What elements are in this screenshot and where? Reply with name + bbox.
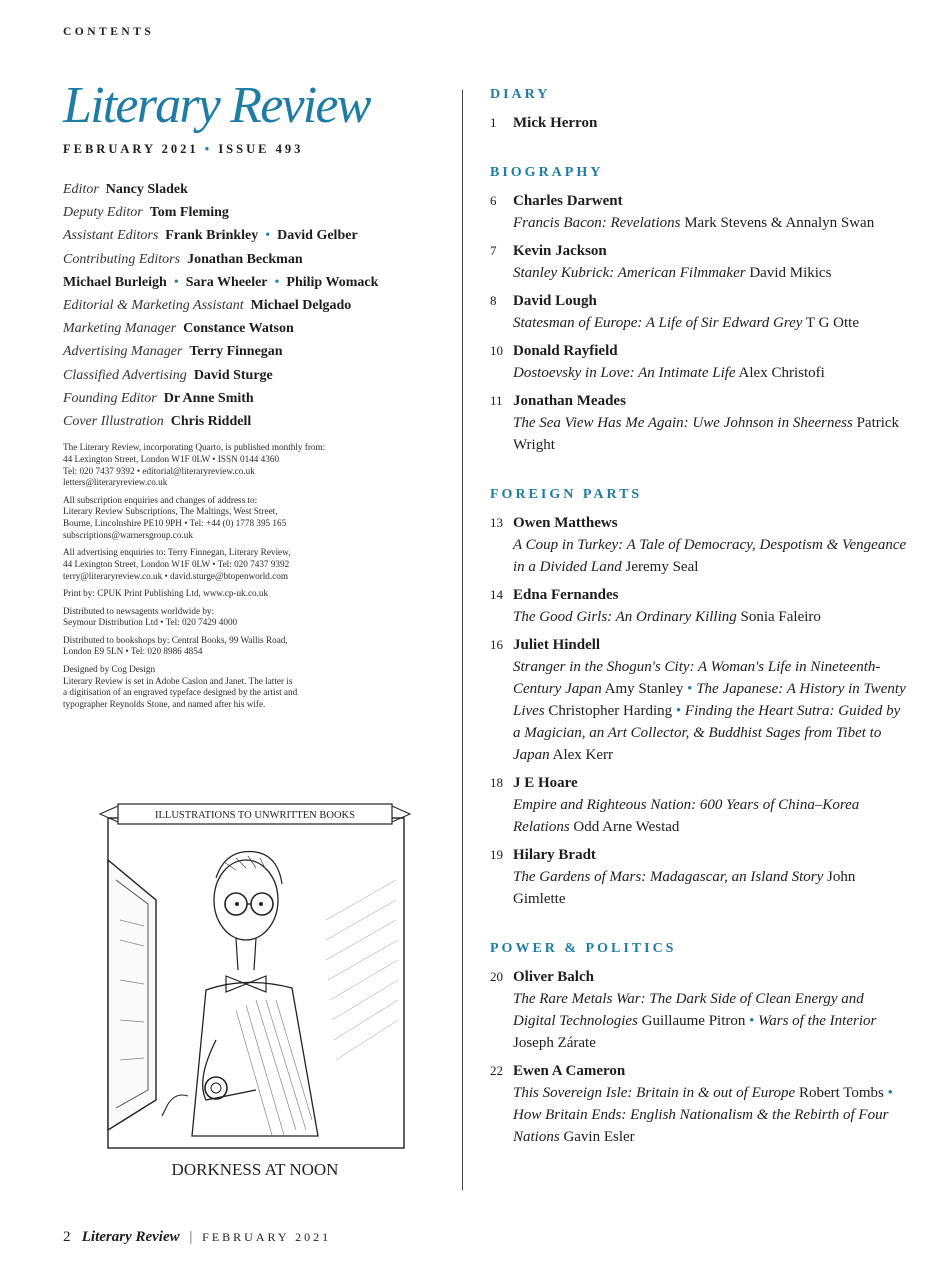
entry-author: Kevin Jackson xyxy=(513,243,607,259)
book-author: Amy Stanley xyxy=(604,681,684,697)
contents-section xyxy=(490,162,910,456)
entry-page-number: 14 xyxy=(490,587,503,602)
book-title: The Sea View Has Me Again: Uwe Johnson in Sheerness xyxy=(513,415,853,431)
book-title: Wars of the Interior xyxy=(758,1013,877,1029)
smallprint-block xyxy=(63,635,393,659)
entry-page-number: 10 xyxy=(490,343,503,358)
smallprint-block xyxy=(63,664,393,711)
entry-page-number: 1 xyxy=(490,115,497,130)
contents-entry xyxy=(490,772,910,838)
contents-entry xyxy=(490,844,910,910)
book-title: How Britain Ends: English Nationalism & the Rebirth of Four Nations xyxy=(513,1107,889,1145)
section-title: FOREIGN PARTS xyxy=(490,487,643,502)
magazine-masthead: Literary Review xyxy=(63,77,370,134)
contents-section xyxy=(490,84,910,134)
entry-page-number: 19 xyxy=(490,847,503,862)
staff-name: Sara Wheeler xyxy=(185,274,268,290)
entry-author: Oliver Balch xyxy=(513,969,594,985)
staff-role: Cover Illustration xyxy=(63,413,164,429)
staff-line xyxy=(63,178,443,201)
entry-author: Charles Darwent xyxy=(513,193,623,209)
entry-books xyxy=(513,866,910,910)
book-title: Francis Bacon: Revelations xyxy=(513,215,681,231)
bullet: • xyxy=(258,228,278,244)
smallprint-line: 44 Lexington Street, London W1F 0LW • Tel: 020 7437 9392 xyxy=(63,559,290,570)
section-title: POWER & POLITICS xyxy=(490,941,677,956)
bullet: • xyxy=(745,1013,759,1029)
entry-author: Donald Rayfield xyxy=(513,343,618,359)
entry-books xyxy=(513,534,910,578)
bullet: • xyxy=(267,274,287,290)
staff-line xyxy=(63,387,443,410)
bullet: • xyxy=(204,142,219,156)
staff-role: Founding Editor xyxy=(63,390,157,406)
smallprint-block xyxy=(63,495,393,542)
staff-line xyxy=(63,248,443,271)
smallprint-line: All subscription enquiries and changes of address to: xyxy=(63,494,258,505)
staff-line xyxy=(63,317,443,340)
staff-name: David Gelber xyxy=(277,228,358,244)
entry-books xyxy=(513,1082,910,1148)
issue-number: ISSUE 493 xyxy=(218,142,304,156)
entry-page-number: 20 xyxy=(490,969,503,984)
book-author: David Mikics xyxy=(749,265,832,281)
book-title: Statesman of Europe: A Life of Sir Edward Grey xyxy=(513,315,803,331)
smallprint-line: terry@literaryreview.co.uk • david.sturge@btopenworld.com xyxy=(63,570,289,581)
contents-entry xyxy=(490,190,910,234)
book-author: Christopher Harding xyxy=(548,703,673,719)
entry-page-number: 16 xyxy=(490,637,503,652)
book-title: This Sovereign Isle: Britain in & out of Europe xyxy=(513,1085,796,1101)
contents-entry xyxy=(490,240,910,284)
entry-books xyxy=(513,312,910,334)
book-title: Dostoevsky in Love: An Intimate Life xyxy=(513,365,736,381)
smallprint-line: Seymour Distribution Ltd • Tel: 020 7429 4000 xyxy=(63,617,238,628)
staff-role: Assistant Editors xyxy=(63,228,159,244)
entry-author: Edna Fernandes xyxy=(513,587,619,603)
smallprint-block xyxy=(63,606,393,630)
staff-role: Advertising Manager xyxy=(63,344,183,360)
smallprint-line: Tel: 020 7437 9392 • editorial@literaryreview.co.uk xyxy=(63,465,255,476)
staff-name: Frank Brinkley xyxy=(165,228,259,244)
staff-name: Jonathan Beckman xyxy=(187,251,303,267)
book-title: The Gardens of Mars: Madagascar, an Island Story xyxy=(513,869,824,885)
book-title: A Coup in Turkey: A Tale of Democracy, Despotism & Vengeance in a Divided Land xyxy=(513,537,907,575)
footer-magazine: Literary Review xyxy=(81,1229,180,1245)
smallprint-line: Literary Review is set in Adobe Caslon and Janet. The latter is xyxy=(63,675,293,686)
entry-page-number: 6 xyxy=(490,193,497,208)
book-title: Finding the Heart Sutra: Guided by a Magician, an Art Collector, & Buddhist Sages from Tibet to Japan xyxy=(513,703,901,763)
bullet: • xyxy=(883,1085,893,1101)
smallprint-block xyxy=(63,588,393,600)
smallprint-line: Literary Review Subscriptions, The Maltings, West Street, xyxy=(63,506,278,517)
staff-name: David Sturge xyxy=(193,367,273,383)
book-author: Alex Kerr xyxy=(552,747,613,763)
section-label: CONTENTS xyxy=(63,26,155,38)
footer-separator: | xyxy=(189,1229,193,1245)
staff-line xyxy=(63,201,443,224)
staff-name: Terry Finnegan xyxy=(189,344,283,360)
smallprint-line: typographer Reynolds Stone, and named after his wife. xyxy=(63,699,266,710)
entry-author: Ewen A Cameron xyxy=(513,1063,626,1079)
bullet: • xyxy=(166,274,186,290)
contents-entry xyxy=(490,634,910,766)
staff-name: Tom Fleming xyxy=(149,205,229,221)
bullet: • xyxy=(683,681,697,697)
contents-entry xyxy=(490,966,910,1054)
smallprint-line: a digitisation of an engraved typeface designed by the artist and xyxy=(63,687,298,698)
smallprint-line: London E9 5LN • Tel: 020 8986 4854 xyxy=(63,646,203,657)
book-author: Jeremy Seal xyxy=(625,559,699,575)
entry-page-number: 22 xyxy=(490,1063,503,1078)
book-author: John Gimlette xyxy=(513,869,856,907)
entry-page-number: 8 xyxy=(490,293,497,308)
smallprint-line: Designed by Cog Design xyxy=(63,663,156,674)
entry-page-number: 18 xyxy=(490,775,503,790)
cover-illustration xyxy=(96,800,414,1190)
staff-role: Contributing Editors xyxy=(63,251,181,267)
contents-section xyxy=(490,484,910,910)
book-author: Patrick Wright xyxy=(513,415,900,453)
entry-author: Owen Matthews xyxy=(513,515,618,531)
entry-author: Hilary Bradt xyxy=(513,847,596,863)
book-author: Robert Tombs xyxy=(798,1085,884,1101)
staff-name: Nancy Sladek xyxy=(105,182,188,197)
entry-books xyxy=(513,362,910,384)
entry-books xyxy=(513,212,910,234)
entry-books xyxy=(513,262,910,284)
book-title: Stranger in the Shogun's City: A Woman's Life in Nineteenth-Century Japan xyxy=(513,659,881,697)
section-title: BIOGRAPHY xyxy=(490,165,604,180)
illustration-banner: ILLUSTRATIONS TO UNWRITTEN BOOKS xyxy=(155,810,355,821)
entry-page-number: 11 xyxy=(490,393,503,408)
book-author: Gavin Esler xyxy=(563,1129,635,1145)
entry-author: Jonathan Meades xyxy=(513,393,626,409)
publication-smallprint xyxy=(63,442,393,716)
entry-author: David Lough xyxy=(513,293,597,309)
staff-name: Michael Burleigh xyxy=(63,274,167,290)
entry-books xyxy=(513,656,910,766)
book-title: The Japanese: A History in Twenty Lives xyxy=(513,681,906,719)
issue-line xyxy=(63,142,303,157)
entry-books xyxy=(513,412,910,456)
staff-role: Classified Advertising xyxy=(63,367,187,383)
footer-date: FEBRUARY 2021 xyxy=(202,1230,332,1244)
entry-page-number: 13 xyxy=(490,515,503,530)
book-title: Stanley Kubrick: American Filmmaker xyxy=(513,265,746,281)
book-author: Mark Stevens & Annalyn Swan xyxy=(684,215,875,231)
contents-entry xyxy=(490,290,910,334)
smallprint-block xyxy=(63,442,393,489)
staff-role: Editor xyxy=(63,182,99,197)
bullet: • xyxy=(672,703,685,719)
book-author: Odd Arne Westad xyxy=(573,819,680,835)
contents-entry xyxy=(490,340,910,384)
book-author: Joseph Zárate xyxy=(513,1035,596,1051)
staff-role: Editorial & Marketing Assistant xyxy=(63,297,244,313)
entry-books xyxy=(513,606,910,628)
page-number: 2 xyxy=(63,1229,71,1245)
entry-books xyxy=(513,794,910,838)
staff-name: Dr Anne Smith xyxy=(163,390,254,406)
smallprint-line: subscriptions@warnersgroup.co.uk xyxy=(63,530,193,541)
staff-line xyxy=(63,340,443,363)
section-title: DIARY xyxy=(490,87,551,102)
entry-page-number: 7 xyxy=(490,243,497,258)
issue-month: FEBRUARY 2021 xyxy=(63,142,199,156)
book-author: Sonia Faleiro xyxy=(740,609,821,625)
entry-author: J E Hoare xyxy=(513,775,578,791)
smallprint-line: Distributed to bookshops by: Central Books, 99 Wallis Road, xyxy=(63,634,288,645)
staff-name: Michael Delgado xyxy=(250,297,352,313)
staff-line xyxy=(63,410,443,433)
entry-author: Mick Herron xyxy=(513,115,598,131)
book-author: Alex Christofi xyxy=(738,365,825,381)
staff-name: Chris Riddell xyxy=(170,413,252,429)
book-author: T G Otte xyxy=(805,315,859,331)
book-title: Empire and Righteous Nation: 600 Years of China–Korea Relations xyxy=(513,797,860,835)
staff-line xyxy=(63,364,443,387)
book-title: The Good Girls: An Ordinary Killing xyxy=(513,609,737,625)
staff-line xyxy=(63,294,443,317)
entry-books xyxy=(513,988,910,1054)
staff-line xyxy=(63,224,443,247)
smallprint-line: The Literary Review, incorporating Quarto, is published monthly from: xyxy=(63,442,326,452)
smallprint-line: letters@literaryreview.co.uk xyxy=(63,477,168,488)
staff-name: Philip Womack xyxy=(286,274,379,290)
smallprint-line: Distributed to newsagents worldwide by: xyxy=(63,605,215,616)
staff-name: Constance Watson xyxy=(183,321,294,337)
contents-entry xyxy=(490,584,910,628)
staff-list xyxy=(63,178,443,433)
column-divider xyxy=(462,90,463,1190)
contents-entry xyxy=(490,512,910,578)
illustration-drawing xyxy=(96,800,414,1190)
book-author: Guillaume Pitron xyxy=(641,1013,746,1029)
staff-line xyxy=(63,271,443,294)
smallprint-block xyxy=(63,547,393,582)
smallprint-line: All advertising enquiries to: Terry Finnegan, Literary Review, xyxy=(63,547,291,558)
contents-entry xyxy=(490,1060,910,1148)
contents-section xyxy=(490,938,910,1148)
entry-author: Juliet Hindell xyxy=(513,637,601,653)
illustration-caption: DORKNESS AT NOON xyxy=(171,1160,339,1179)
page-footer xyxy=(63,1229,331,1246)
contents-list xyxy=(490,84,910,1176)
book-title: The Rare Metals War: The Dark Side of Clean Energy and Digital Technologies xyxy=(513,991,864,1029)
staff-role: Deputy Editor xyxy=(63,205,143,221)
staff-role: Marketing Manager xyxy=(63,321,177,337)
smallprint-line: Bourne, Lincolnshire PE10 9PH • Tel: +44 (0) 1778 395 165 xyxy=(63,518,287,529)
smallprint-line: 44 Lexington Street, London W1F 0LW • ISSN 0144 4360 xyxy=(63,453,280,464)
smallprint-line: Print by: CPUK Print Publishing Ltd, www.cp-uk.co.uk xyxy=(63,588,269,599)
contents-entry xyxy=(490,390,910,456)
contents-entry xyxy=(490,112,910,134)
